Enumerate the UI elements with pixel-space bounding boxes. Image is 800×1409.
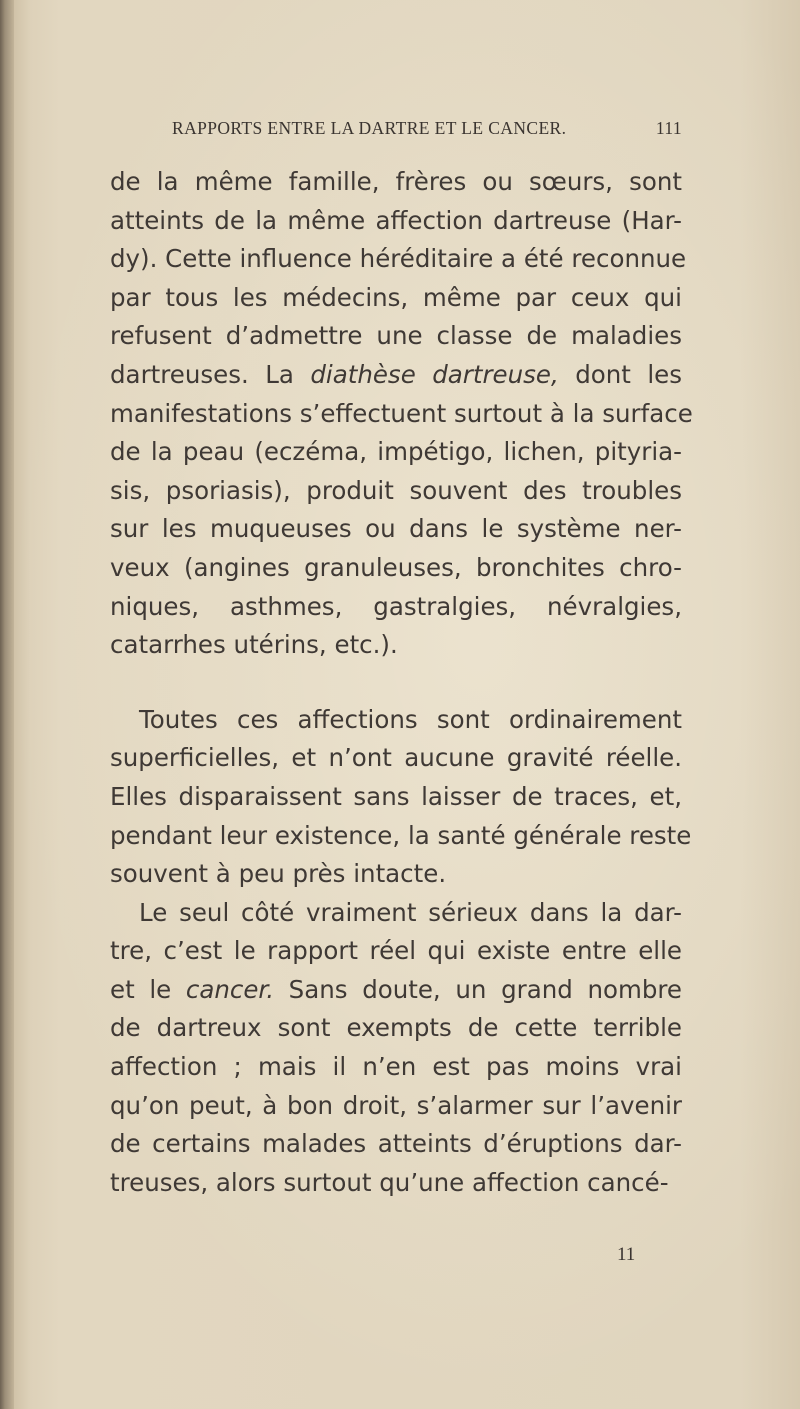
text-line: veux (angines granuleuses, bronchites chro- — [110, 552, 682, 582]
text-line: de la même famille, frères ou sœurs, sont — [110, 167, 682, 196]
text-line: treuses, alors surtout qu’une affection cancé- — [110, 1167, 669, 1197]
text-line: et le cancer. Sans doute, un grand nombre — [110, 974, 682, 1004]
text-line: sis, psoriasis), produit souvent des troubles — [110, 475, 682, 505]
italic-term: diathèse dartreuse, — [310, 359, 559, 389]
text-line: pendant leur existence, la santé générale reste — [110, 820, 692, 850]
text-line: sur les muqueuses ou dans le système ner- — [110, 514, 682, 544]
text-line: Toutes ces affections sont ordinairement — [139, 704, 682, 734]
body-text — [110, 163, 693, 1202]
text-line: refusent d’admettre une classe de maladies — [110, 321, 682, 351]
text-line: superficielles, et n’ont aucune gravité réelle. — [110, 743, 682, 773]
text-line: de la peau (eczéma, impétigo, lichen, pityria- — [110, 437, 682, 467]
page-header — [172, 118, 682, 144]
paragraph-3 — [110, 894, 682, 1203]
text-line: de certains malades atteints d’éruptions dar- — [110, 1129, 682, 1159]
text-line: par tous les médecins, même par ceux qui — [110, 282, 682, 312]
italic-term: cancer. — [185, 974, 275, 1004]
text-line: atteints de la même affection dartreuse (Har- — [110, 205, 682, 235]
text-line: de dartreux sont exempts de cette terrible — [110, 1013, 682, 1043]
signature-mark: 11 — [617, 1244, 636, 1265]
paragraph-1 — [110, 163, 693, 665]
text-line: affection ; mais il n’en est pas moins vrai — [110, 1052, 682, 1082]
text-line: manifestations s’effectuent surtout à la surface — [110, 398, 693, 428]
text-line: souvent à peu près intacte. — [110, 859, 447, 889]
text-line: Le seul côté vraiment sérieux dans la dar- — [139, 897, 682, 927]
running-head: RAPPORTS ENTRE LA DARTRE ET LE CANCER. — [172, 118, 567, 138]
text-line: tre, c’est le rapport réel qui existe entre elle — [110, 936, 682, 966]
text-line: Elles disparaissent sans laisser de traces, et, — [110, 781, 682, 811]
paragraph-2 — [110, 701, 692, 894]
book-spine-shadow — [0, 0, 14, 1409]
text-line: dy). Cette influence héréditaire a été reconnue — [110, 244, 687, 274]
text-line: dartreuses. La diathèse dartreuse, dont les — [110, 359, 682, 389]
text-line: niques, asthmes, gastralgies, névralgies, — [110, 591, 682, 621]
paragraph-gap — [110, 665, 682, 701]
text-line: qu’on peut, à bon droit, s’alarmer sur l’avenir — [110, 1090, 682, 1120]
page-number: 111 — [655, 118, 682, 138]
text-line: catarrhes utérins, etc.). — [110, 630, 398, 660]
